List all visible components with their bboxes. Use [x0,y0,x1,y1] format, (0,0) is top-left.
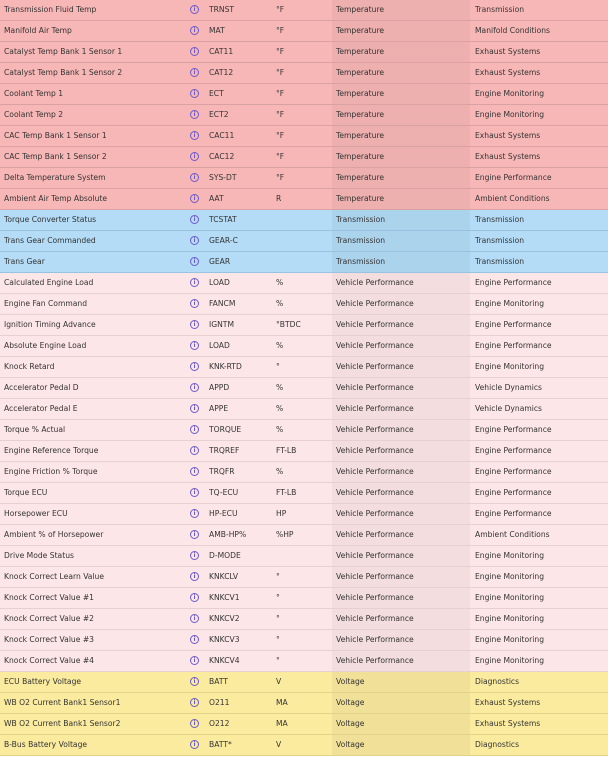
info-button[interactable] [190,63,206,83]
table-row[interactable] [0,189,608,210]
parameter-unit: V [276,677,282,686]
info-button[interactable] [190,315,206,335]
table-row[interactable] [0,126,608,147]
info-icon[interactable]: i [190,719,199,728]
info-button[interactable] [190,420,206,440]
parameter-category: Vehicle Performance [332,462,470,482]
parameter-name: Coolant Temp 1 [4,89,64,98]
parameter-code: KNK-RTD [209,362,242,371]
parameter-unit: °F [276,152,285,161]
info-icon[interactable]: i [190,404,199,413]
table-row[interactable] [0,483,608,504]
parameter-name: Knock Correct Value #3 [4,635,95,644]
parameter-code: ECT [209,89,224,98]
info-button[interactable] [190,210,206,230]
parameter-unit: % [276,278,284,287]
info-button[interactable] [190,336,206,356]
table-row[interactable] [0,21,608,42]
parameter-unit: °F [276,68,285,77]
info-icon[interactable]: i [190,509,199,518]
parameter-system: Engine Monitoring [475,362,545,371]
info-button[interactable] [190,651,206,671]
info-button[interactable] [190,483,206,503]
table-row[interactable] [0,399,608,420]
table-row[interactable] [0,42,608,63]
parameter-category: Voltage [332,672,470,692]
parameter-system: Transmission [475,257,525,266]
parameter-unit: FT-LB [276,446,297,455]
info-icon[interactable]: i [190,131,199,140]
parameter-system: Engine Monitoring [475,572,545,581]
parameter-code: TRQFR [209,467,235,476]
parameter-name: Torque Converter Status [4,215,97,224]
parameter-name: Knock Correct Value #1 [4,593,95,602]
parameter-unit: ° [276,614,280,623]
info-icon[interactable]: i [190,488,199,497]
info-button[interactable] [190,441,206,461]
parameter-system: Engine Monitoring [475,110,545,119]
parameter-category: Vehicle Performance [332,609,470,629]
parameter-category: Temperature [332,105,470,125]
parameter-code: GEAR-C [209,236,238,245]
parameter-name: Horsepower ECU [4,509,68,518]
info-icon[interactable]: i [190,47,199,56]
info-button[interactable] [190,504,206,524]
parameter-name: Coolant Temp 2 [4,110,64,119]
parameter-category: Vehicle Performance [332,483,470,503]
table-row[interactable] [0,273,608,294]
info-icon[interactable]: i [190,215,199,224]
parameter-unit: MA [276,719,288,728]
parameter-unit: °F [276,89,285,98]
info-icon[interactable]: i [190,110,199,119]
parameter-name: Torque % Actual [4,425,66,434]
info-icon[interactable]: i [190,362,199,371]
info-icon[interactable]: i [190,68,199,77]
parameter-category: Transmission [332,252,470,272]
parameter-code: KNKCLV [209,572,239,581]
table-row[interactable] [0,714,608,735]
table-row[interactable] [0,336,608,357]
parameter-system: Vehicle Dynamics [475,383,543,392]
table-row[interactable] [0,63,608,84]
table-row[interactable] [0,147,608,168]
parameter-name: Drive Mode Status [4,551,74,560]
parameter-category: Voltage [332,714,470,734]
parameter-name: Manifold Air Temp [4,26,72,35]
parameter-category: Vehicle Performance [332,378,470,398]
parameter-code: FANCM [209,299,236,308]
parameter-system: Engine Monitoring [475,551,545,560]
parameter-name: Catalyst Temp Bank 1 Sensor 1 [4,47,123,56]
info-icon[interactable]: i [190,341,199,350]
parameter-name: Engine Fan Command [4,299,88,308]
info-button[interactable] [190,546,206,566]
parameter-code: HP-ECU [209,509,238,518]
parameter-unit: MA [276,698,288,707]
info-button[interactable] [190,714,206,734]
parameter-code: APPE [209,404,229,413]
parameter-code: CAT12 [209,68,234,77]
info-icon[interactable]: i [190,593,199,602]
info-icon[interactable]: i [190,278,199,287]
parameter-name: Absolute Engine Load [4,341,87,350]
info-button[interactable] [190,231,206,251]
table-row[interactable] [0,105,608,126]
parameter-code: LOAD [209,341,230,350]
table-row[interactable] [0,462,608,483]
info-button[interactable] [190,693,206,713]
info-icon[interactable]: i [190,677,199,686]
parameter-code: KNKCV3 [209,635,240,644]
parameter-system: Exhaust Systems [475,47,541,56]
parameter-code: CAC12 [209,152,235,161]
parameter-system: Engine Monitoring [475,614,545,623]
parameter-unit: % [276,299,284,308]
parameter-category: Vehicle Performance [332,588,470,608]
info-icon[interactable]: i [190,740,199,749]
info-icon[interactable]: i [190,5,199,14]
parameter-system: Exhaust Systems [475,719,541,728]
info-icon[interactable]: i [190,446,199,455]
parameter-category: Vehicle Performance [332,357,470,377]
parameter-name: Engine Friction % Torque [4,467,98,476]
table-row[interactable] [0,588,608,609]
info-icon[interactable]: i [190,194,199,203]
parameter-name: CAC Temp Bank 1 Sensor 1 [4,131,107,140]
parameter-name: Ambient % of Horsepower [4,530,104,539]
table-row[interactable] [0,525,608,546]
parameter-code: ECT2 [209,110,229,119]
parameter-category: Vehicle Performance [332,273,470,293]
info-button[interactable] [190,357,206,377]
parameter-category: Voltage [332,693,470,713]
table-row[interactable] [0,441,608,462]
parameter-system: Transmission [475,215,525,224]
parameter-system: Manifold Conditions [475,26,550,35]
parameter-category: Temperature [332,147,470,167]
parameter-code: TRNST [209,5,235,14]
parameter-name: Transmission Fluid Temp [4,5,97,14]
parameter-unit: °F [276,131,285,140]
info-icon[interactable]: i [190,635,199,644]
parameter-unit: °F [276,47,285,56]
info-button[interactable] [190,21,206,41]
parameter-code: CAC11 [209,131,235,140]
parameter-name: Catalyst Temp Bank 1 Sensor 2 [4,68,123,77]
parameter-category: Transmission [332,231,470,251]
parameter-system: Engine Performance [475,320,552,329]
parameter-category: Temperature [332,126,470,146]
table-row[interactable] [0,420,608,441]
info-button[interactable] [190,630,206,650]
info-button[interactable] [190,84,206,104]
parameter-system: Diagnostics [475,740,520,749]
parameter-category: Temperature [332,84,470,104]
parameter-name: Knock Retard [4,362,55,371]
parameter-unit: V [276,740,282,749]
parameter-category: Vehicle Performance [332,630,470,650]
parameter-name: Calculated Engine Load [4,278,94,287]
parameter-code: MAT [209,26,225,35]
parameter-system: Transmission [475,5,525,14]
parameter-unit [276,252,332,272]
table-row[interactable] [0,630,608,651]
parameter-code: IGNTM [209,320,234,329]
parameter-category: Temperature [332,0,470,20]
info-icon[interactable]: i [190,152,199,161]
parameter-system: Engine Monitoring [475,593,545,602]
parameter-category: Temperature [332,189,470,209]
parameter-name: Torque ECU [4,488,48,497]
info-button[interactable] [190,567,206,587]
parameter-code: BATT [209,677,228,686]
info-icon[interactable]: i [190,299,199,308]
parameter-name: Accelerator Pedal D [4,383,79,392]
parameter-name: WB O2 Current Bank1 Sensor1 [4,698,121,707]
parameter-category: Vehicle Performance [332,336,470,356]
parameter-unit: °F [276,110,285,119]
parameter-category: Transmission [332,210,470,230]
table-row[interactable] [0,231,608,252]
parameter-unit: % [276,404,284,413]
parameter-unit: ° [276,362,280,371]
table-row[interactable] [0,693,608,714]
parameter-code: LOAD [209,278,230,287]
table-row[interactable] [0,609,608,630]
parameter-name: Ambient Air Temp Absolute [4,194,108,203]
parameter-code: CAT11 [209,47,234,56]
parameter-system: Vehicle Dynamics [475,404,543,413]
parameter-unit: °F [276,26,285,35]
info-icon[interactable]: i [190,89,199,98]
table-row[interactable] [0,252,608,273]
info-icon[interactable]: i [190,383,199,392]
parameter-category: Vehicle Performance [332,651,470,671]
info-button[interactable] [190,399,206,419]
parameter-unit: % [276,341,284,350]
info-button[interactable] [190,126,206,146]
parameter-code: BATT* [209,740,232,749]
parameter-unit [276,231,332,251]
info-icon[interactable]: i [190,614,199,623]
parameter-system: Engine Performance [475,446,552,455]
parameter-code: SYS-DT [209,173,237,182]
table-row[interactable] [0,378,608,399]
parameter-code: O212 [209,719,230,728]
parameter-code: O211 [209,698,230,707]
parameter-name: Delta Temperature System [4,173,106,182]
info-button[interactable] [190,588,206,608]
parameter-system: Engine Performance [475,488,552,497]
table-row[interactable] [0,315,608,336]
parameter-system: Exhaust Systems [475,698,541,707]
parameter-code: TORQUE [209,425,242,434]
parameter-system: Engine Performance [475,278,552,287]
info-button[interactable] [190,189,206,209]
parameter-name: Ignition Timing Advance [4,320,96,329]
parameter-system: Engine Performance [475,467,552,476]
parameter-code: APPD [209,383,230,392]
parameter-category: Temperature [332,63,470,83]
table-row[interactable] [0,294,608,315]
table-row[interactable] [0,0,608,21]
parameter-unit: % [276,467,284,476]
parameter-name: Knock Correct Learn Value [4,572,105,581]
parameter-unit: % [276,425,284,434]
parameter-category: Temperature [332,168,470,188]
parameter-name: Accelerator Pedal E [4,404,78,413]
parameter-unit: °F [276,5,285,14]
info-icon[interactable]: i [190,425,199,434]
parameter-unit [276,210,332,230]
parameter-system: Exhaust Systems [475,68,541,77]
info-icon[interactable]: i [190,257,199,266]
parameter-system: Engine Monitoring [475,299,545,308]
parameter-name: Trans Gear Commanded [4,236,96,245]
parameter-code: AMB-HP% [209,530,247,539]
info-button[interactable] [190,609,206,629]
parameter-unit: %HP [276,530,294,539]
parameter-system: Engine Monitoring [475,635,545,644]
table-row[interactable] [0,735,608,756]
info-button[interactable] [190,105,206,125]
parameter-name: B-Bus Battery Voltage [4,740,88,749]
parameter-unit: ° [276,635,280,644]
parameter-unit: FT-LB [276,488,297,497]
info-button[interactable] [190,0,206,20]
parameter-name: CAC Temp Bank 1 Sensor 2 [4,152,107,161]
parameter-code: TRQREF [209,446,240,455]
info-button[interactable] [190,672,206,692]
info-icon[interactable]: i [190,320,199,329]
parameter-name: ECU Battery Voltage [4,677,82,686]
table-row[interactable] [0,168,608,189]
info-button[interactable] [190,294,206,314]
parameter-system: Engine Monitoring [475,656,545,665]
parameter-category: Vehicle Performance [332,546,470,566]
info-icon[interactable]: i [190,656,199,665]
parameter-code: KNKCV1 [209,593,240,602]
parameter-category: Vehicle Performance [332,399,470,419]
parameter-name: Trans Gear [4,257,45,266]
info-button[interactable] [190,168,206,188]
parameter-category: Vehicle Performance [332,420,470,440]
parameter-category: Vehicle Performance [332,441,470,461]
info-icon[interactable]: i [190,551,199,560]
parameter-system: Engine Performance [475,509,552,518]
table-row[interactable] [0,210,608,231]
parameter-system: Exhaust Systems [475,152,541,161]
info-icon[interactable]: i [190,236,199,245]
info-button[interactable] [190,525,206,545]
info-icon[interactable]: i [190,698,199,707]
parameter-category: Vehicle Performance [332,567,470,587]
info-button[interactable] [190,735,206,755]
info-button[interactable] [190,147,206,167]
parameter-code: KNKCV4 [209,656,240,665]
info-icon[interactable]: i [190,173,199,182]
parameter-system: Ambient Conditions [475,194,550,203]
parameter-system: Engine Performance [475,425,552,434]
parameter-code: TCSTAT [209,215,237,224]
parameter-system: Engine Performance [475,173,552,182]
parameter-name: Knock Correct Value #4 [4,656,95,665]
table-row[interactable] [0,546,608,567]
parameter-unit: °F [276,173,285,182]
info-icon[interactable]: i [190,26,199,35]
parameter-code: D-MODE [209,551,241,560]
parameter-system: Ambient Conditions [475,530,550,539]
parameter-unit: HP [276,509,287,518]
parameter-system: Transmission [475,236,525,245]
parameter-system: Engine Monitoring [475,89,545,98]
table-row[interactable] [0,567,608,588]
parameter-unit [276,546,332,566]
parameter-system: Exhaust Systems [475,131,541,140]
parameter-code: AAT [209,194,224,203]
table-row[interactable] [0,504,608,525]
parameter-unit: R [276,194,282,203]
info-button[interactable] [190,252,206,272]
table-row[interactable] [0,651,608,672]
info-icon[interactable]: i [190,572,199,581]
parameter-unit: % [276,383,284,392]
parameter-category: Vehicle Performance [332,525,470,545]
info-button[interactable] [190,273,206,293]
parameter-system: Diagnostics [475,677,520,686]
parameter-name: Knock Correct Value #2 [4,614,95,623]
parameter-unit: °BTDC [276,320,301,329]
info-button[interactable] [190,462,206,482]
parameter-unit: ° [276,572,280,581]
info-button[interactable] [190,42,206,62]
parameter-name: Engine Reference Torque [4,446,99,455]
parameter-unit: ° [276,593,280,602]
parameter-category: Voltage [332,735,470,755]
table-row[interactable] [0,84,608,105]
parameter-category: Temperature [332,42,470,62]
parameter-category: Vehicle Performance [332,504,470,524]
table-row[interactable] [0,672,608,693]
parameter-system: Engine Performance [475,341,552,350]
parameter-category: Temperature [332,21,470,41]
table-row[interactable] [0,357,608,378]
info-icon[interactable]: i [190,530,199,539]
info-button[interactable] [190,378,206,398]
parameter-code: KNKCV2 [209,614,240,623]
info-icon[interactable]: i [190,467,199,476]
parameter-unit: ° [276,656,280,665]
parameter-category: Vehicle Performance [332,315,470,335]
parameter-name: WB O2 Current Bank1 Sensor2 [4,719,121,728]
parameter-code: TQ-ECU [209,488,239,497]
parameter-category: Vehicle Performance [332,294,470,314]
parameter-code: GEAR [209,257,231,266]
